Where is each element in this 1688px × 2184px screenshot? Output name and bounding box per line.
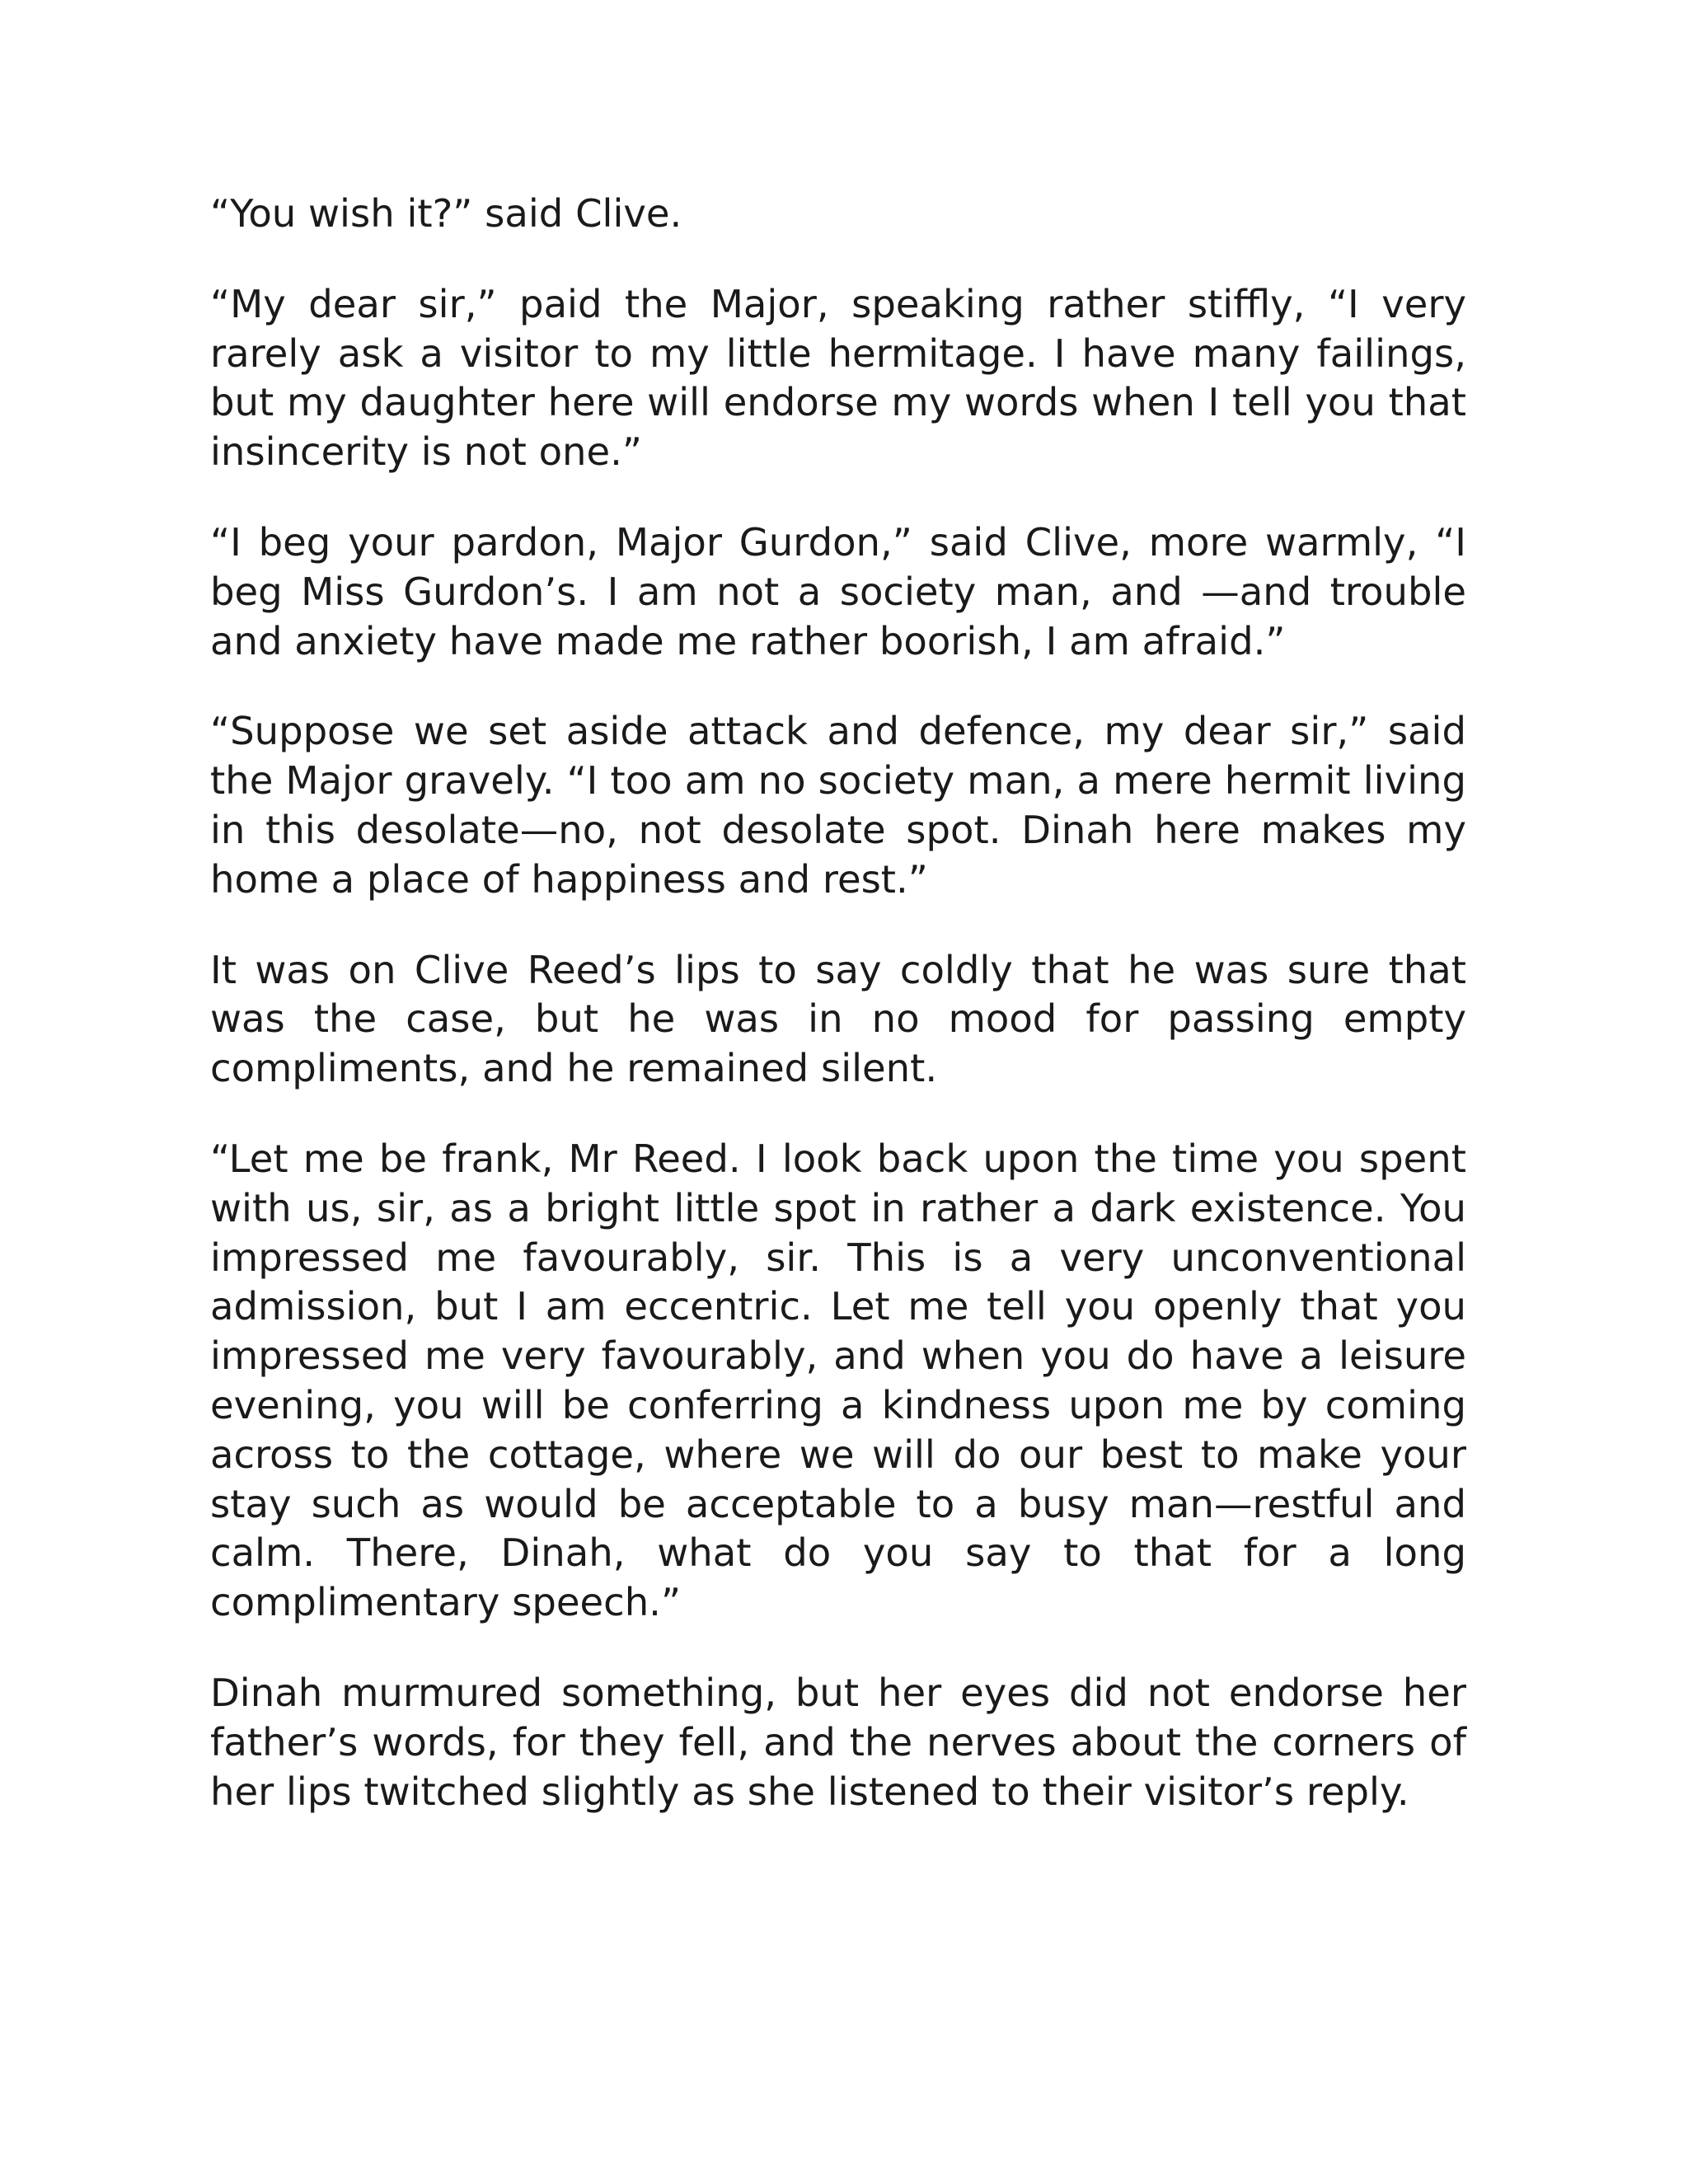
paragraph-7: Dinah murmured something, but her eyes did not endorse her father’s words, for they fell, and the nerves about the corners of her lips twitched slightly as she listened to their visitor’s reply.: [210, 1670, 1466, 1814]
paragraph-1: “You wish it?” said Clive.: [210, 191, 682, 236]
paragraph-4: “Suppose we set aside attack and defence, my dear sir,” said the Major gravely. “I too am no society man, a mere hermit living in this desolate—no, not desolate spot. Dinah here makes my home a place of happiness and rest.”: [210, 709, 1466, 902]
document-text-body: [210, 190, 1466, 1858]
paragraph-3: “I beg your pardon, Major Gurdon,” said Clive, more warmly, “I beg Miss Gurdon’s. I am not a society man, and —and trouble and anxiety have made me rather boorish, I am afraid.”: [210, 519, 1466, 663]
paragraph-6: “Let me be frank, Mr Reed. I look back upon the time you spent with us, sir, as a bright little spot in rather a dark existence. You impressed me favourably, sir. This is a very unconventional admission, but I am eccentric. Let me tell you openly that you impressed me very favourably, and when you do have a leisure evening, you will be conferring a kindness upon me by coming across to the cottage, where we will do our best to make your stay such as would be acceptable to a busy man—restful and calm. There, Dinah, what do you say to that for a long complimentary speech.”: [210, 1136, 1466, 1625]
paragraph-5: It was on Clive Reed’s lips to say coldly that he was sure that was the case, but he was in no mood for passing empty compliments, and he remained silent.: [210, 947, 1466, 1091]
paragraph-2: “My dear sir,” paid the Major, speaking rather stiffly, “I very rarely ask a visitor to my little hermitage. I have many failings, but my daughter here will endorse my words when I tell you that insincerity is not one.”: [210, 281, 1466, 475]
